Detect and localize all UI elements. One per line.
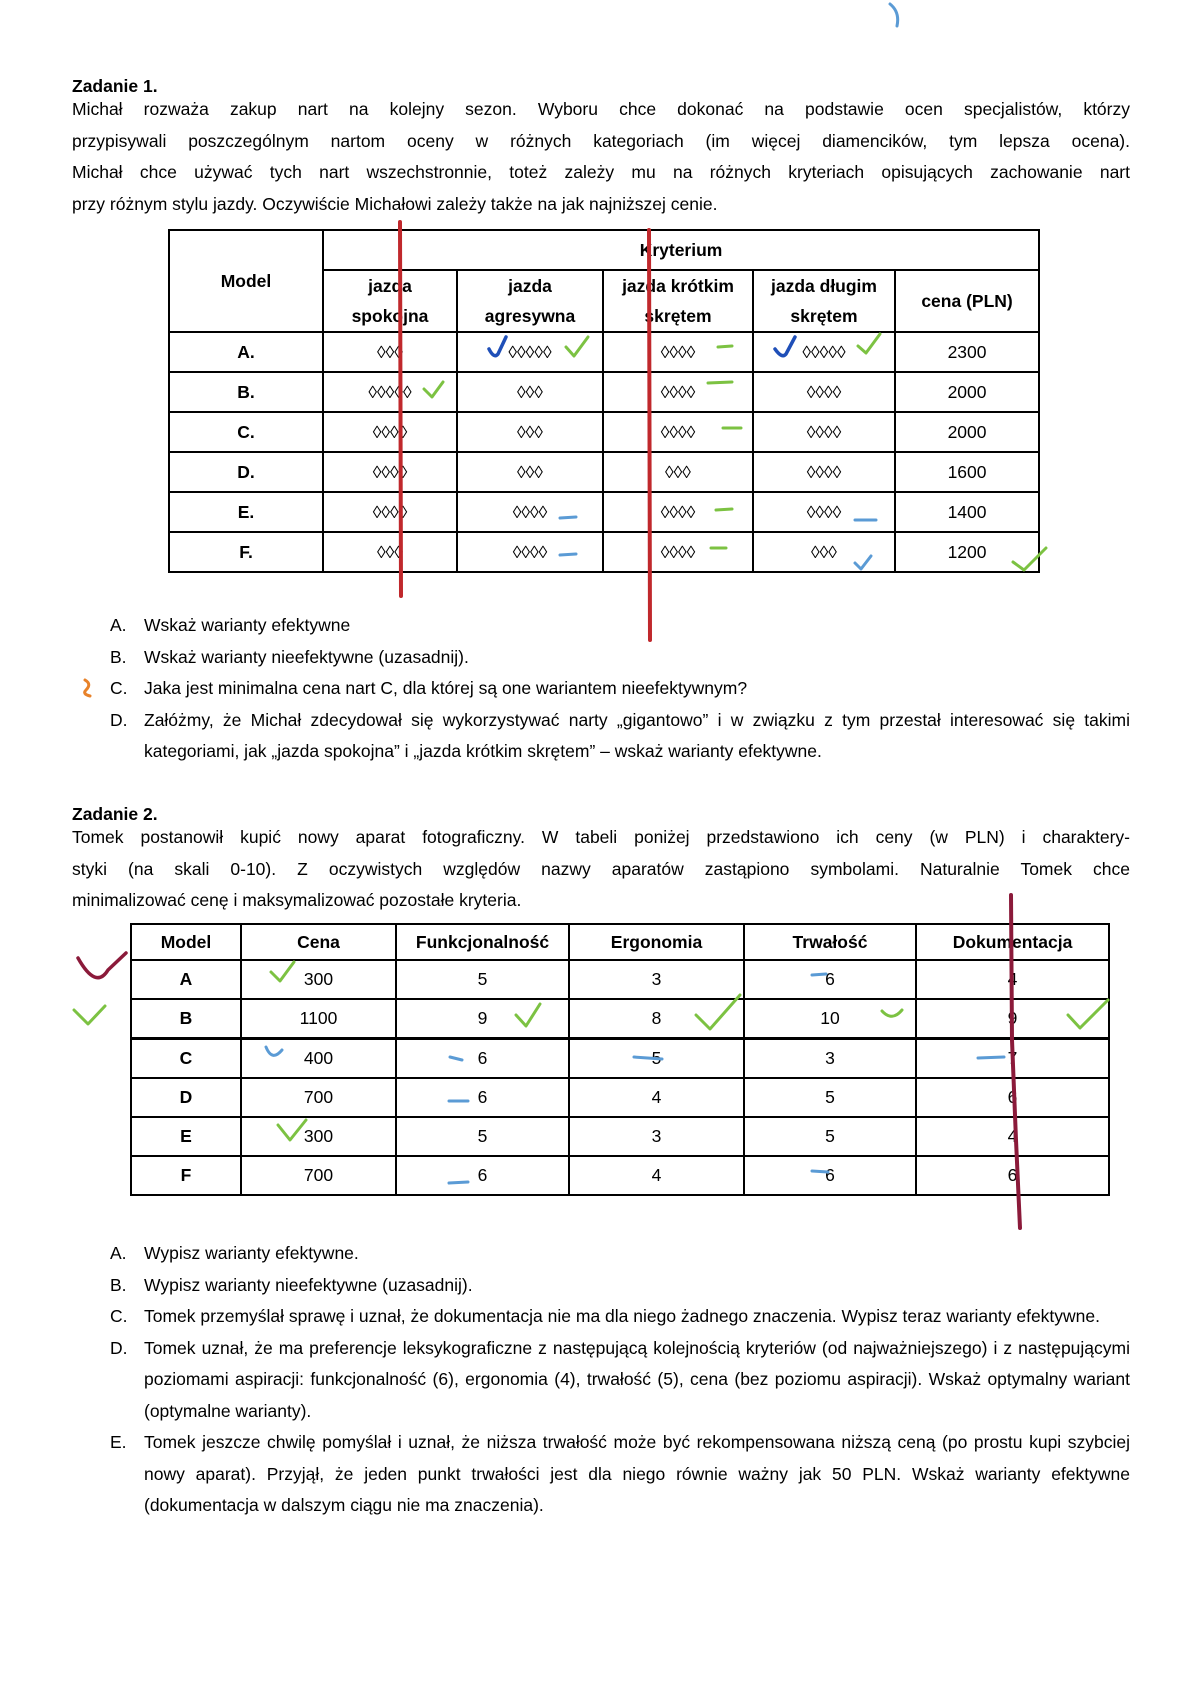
task2-line: Tomek postanowił kupić nowy aparat fotograficzny. W tabeli poniżej przedstawiono ich ceny (w PLN) i charaktery- [72,827,1130,847]
list-item: B. Wypisz warianty nieefektywne (uzasadnij). [110,1274,473,1295]
task2-description [72,822,1130,917]
list-item: D. Tomek uznał, że ma preferencje leksykograficzne z następującą kolejnością kryteriów (od najważniejszego) i z następującymi poziomami aspiracji: funkcjonalność (6), ergonomia (4), trwałość (5), cena (bez poziomu aspiracji). Wskaż optymalny wariant (optymalne warianty). [110,1337,1130,1421]
list-item: A. Wypisz warianty efektywne. [110,1243,359,1263]
table-row: D. ◊◊◊◊ ◊◊◊ ◊◊◊ ◊◊◊◊ 1600 [169,452,1039,492]
column-header: Ergonomia [569,924,744,960]
check-icon [74,1006,105,1024]
task1-line: Michał chce używać tych nart wszechstronnie, toteż zależy mu na różnych kryteriach opisujących zachowanie nart [72,162,1130,182]
column-header: jazda krótkim skrętem [603,270,753,332]
model-header: Model [169,230,323,332]
list-item: E. Tomek jeszcze chwilę pomyślał i uznał, że niższa trwałość może być rekompensowana niższą ceną (po prostu kupi szybciej nowy aparat). Przyjął, że jeden punkt trwałości jest dla niego równie ważny jak 50 PLN. Wskaż warianty efektywne (dokumentacja w dalszym ciągu nie ma znaczenia). [110,1432,1130,1515]
column-header: jazda spokojna [323,270,457,332]
list-item: B. Wskaż warianty nieefektywne (uzasadnij). [110,646,469,667]
camera-criteria-table [130,923,1110,1196]
task2-line: styki (na skali 0-10). Z oczywistych względów nazwy aparatów zastąpiono symbolami. Naturalnie Tomek chce [72,858,1130,879]
list-item: C. Tomek przemyślał sprawę i uznał, że dokumentacja nie ma dla niego żadnego znaczenia. Wypisz teraz warianty efektywne. [110,1306,1101,1326]
check-icon [78,953,126,978]
table-row: F 700 6 4 6 6 [131,1156,1109,1195]
column-header: jazda długim skrętem [753,270,895,332]
table-row: A. ◊◊◊ ◊◊◊◊◊ ◊◊◊◊ ◊◊◊◊◊ 2300 [169,332,1039,372]
column-header: Cena [241,924,396,960]
criteria-group-header: Kryterium [323,230,1039,270]
task1-line: przypisywali poszczególnym nartom oceny w różnych kategoriach (im więcej diamencików, tym lepsza ocena). [72,130,1130,151]
list-item: D. Załóżmy, że Michał zdecydował się wykorzystywać narty „gigantowo” i w związku z tym przestał interesować się takimi kategoriami, jak „jazda spokojna” i „jazda krótkim skrętem” – wskaż warianty efektywne. [110,709,1130,761]
table-row: E 300 5 3 5 4 [131,1117,1109,1156]
column-header: Funkcjonalność [396,924,569,960]
task1-description [72,94,1130,220]
task1-questions [72,610,1130,768]
task1-line: przy różnym stylu jazdy. Oczywiście Michałowi zależy także na jak najniższej cenie. [72,193,718,214]
table-row: C 400 6 5 3 7 [131,1039,1109,1079]
list-item: A. Wskaż warianty efektywne [110,615,351,635]
table-row: D 700 6 4 5 6 [131,1078,1109,1117]
table-row: E. ◊◊◊◊ ◊◊◊◊ ◊◊◊◊ ◊◊◊◊ 1400 [169,492,1039,532]
table-row: B 1100 9 8 10 9 [131,999,1109,1039]
list-item: C. Jaka jest minimalna cena nart C, dla której są one wariantem nieefektywnym? [110,678,748,698]
table-row: C. ◊◊◊◊ ◊◊◊ ◊◊◊◊ ◊◊◊◊ 2000 [169,412,1039,452]
column-header: Trwałość [744,924,916,960]
table-header-row [131,924,1109,960]
column-header: jazda agresywna [457,270,603,332]
arrow-scribble-icon [890,4,898,26]
ski-criteria-table [168,229,1040,573]
task2-questions [72,1238,1130,1522]
table-row: B. ◊◊◊◊◊ ◊◊◊ ◊◊◊◊ ◊◊◊◊ 2000 [169,372,1039,412]
table-row: F. ◊◊◊ ◊◊◊◊ ◊◊◊◊ ◊◊◊ 1200 [169,532,1039,572]
task2-title: Zadanie 2. [72,804,158,824]
column-header: cena (PLN) [895,270,1039,332]
task2-line: minimalizować cenę i maksymalizować pozostałe kryteria. [72,890,522,910]
task1-line: Michał rozważa zakup nart na kolejny sezon. Wyboru chce dokonać na podstawie ocen specjalistów, którzy [72,99,1130,119]
column-header: Dokumentacja [916,924,1109,960]
column-header: Model [131,924,241,960]
table-row: A 300 5 3 6 4 [131,960,1109,999]
task1-title: Zadanie 1. [72,76,158,96]
